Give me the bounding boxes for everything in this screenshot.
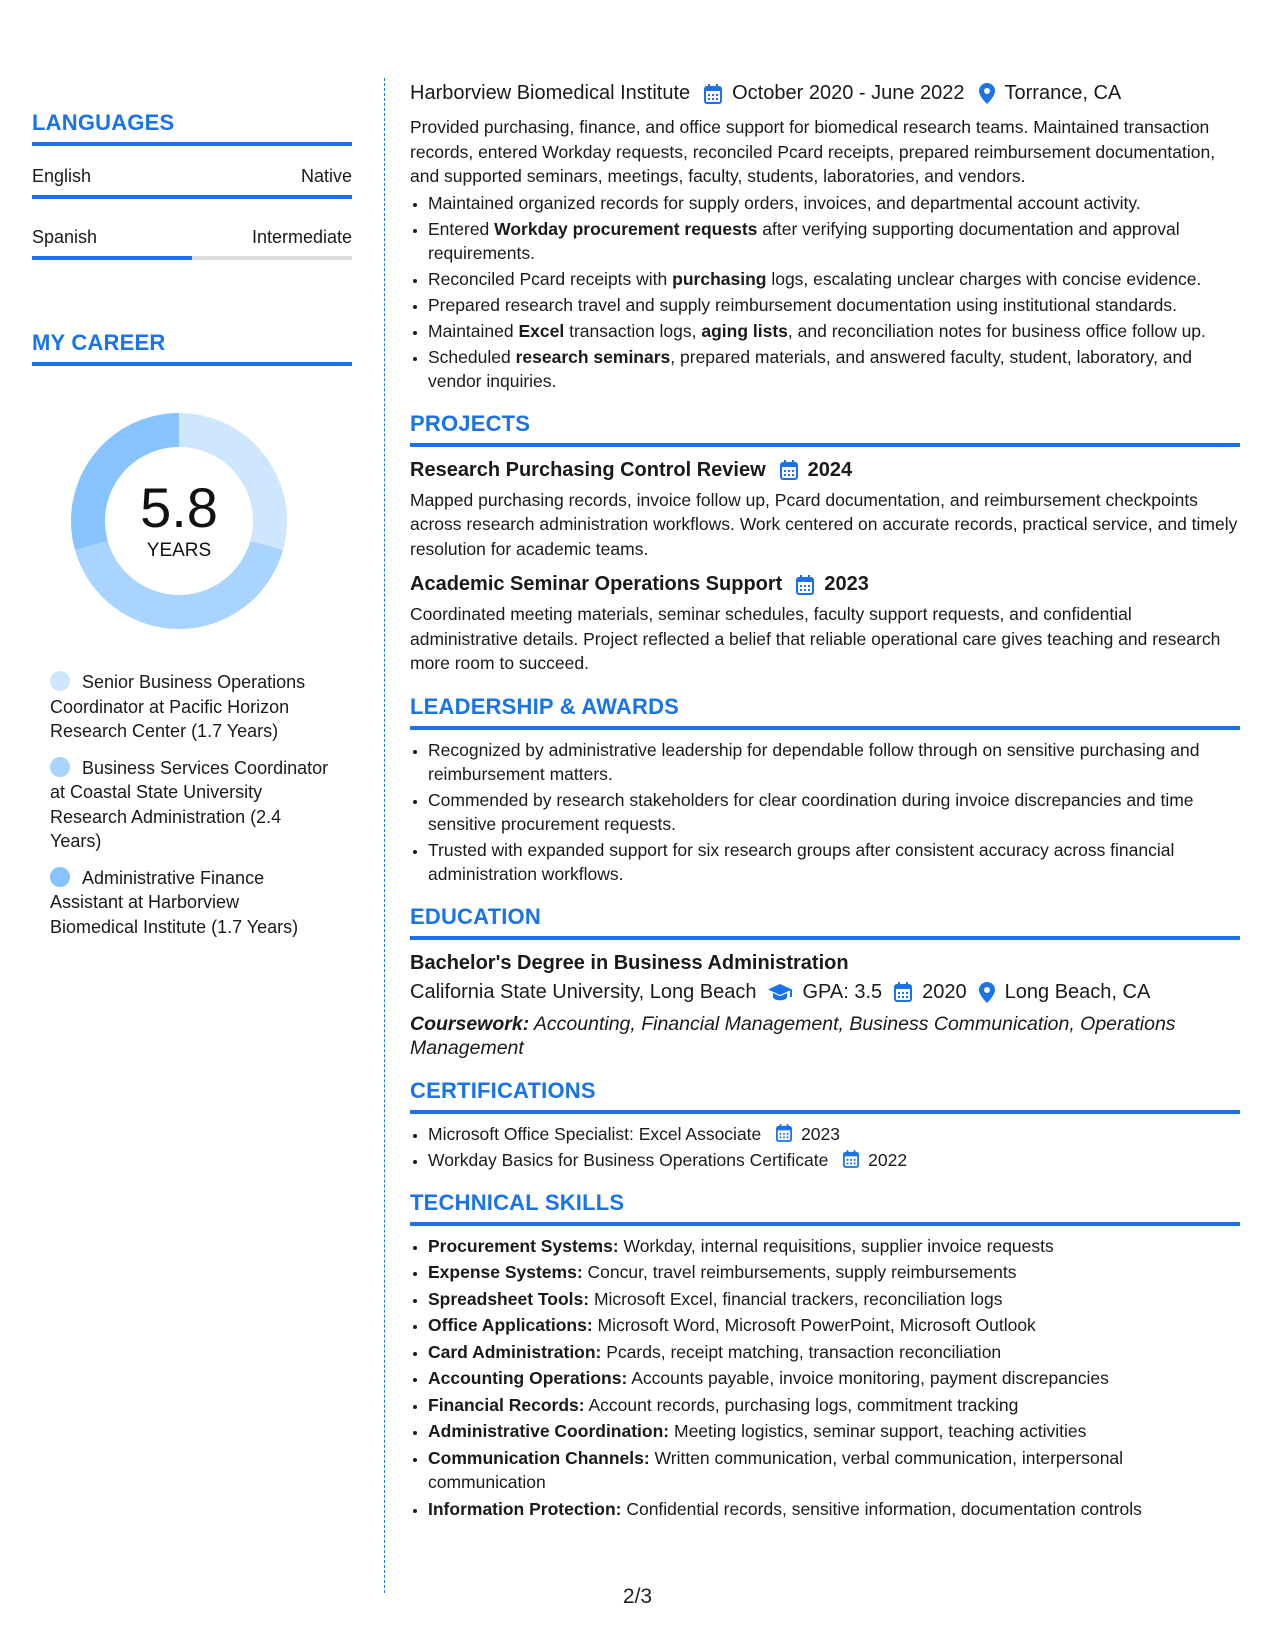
section-rule [410,443,1240,447]
certifications-section [410,1078,1240,1172]
project-item [410,573,1240,676]
language-bar-fill [32,195,352,199]
legend-dot [50,671,70,691]
section-rule [32,142,352,146]
skill-item [428,1260,1240,1285]
education-title: EDUCATION [410,903,541,929]
job-bullet-text: after verifying supporting documentation and approval requirements. [428,218,1180,263]
career-legend-text: Business Services Coordinator at Coastal State University Research Administration (2.4 Years) [50,757,329,851]
project-item [410,459,1240,562]
project-description: Coordinated meeting materials, seminar schedules, faculty support requests, and confidential administrative details. Project reflected a belief that reliable operational care gives teaching and research more room to succeed. [410,604,1221,673]
section-rule [32,362,352,366]
job-bullet-keyword: Workday procurement requests [494,218,758,239]
coursework-list: Accounting, Financial Management, Business Communication, Operations Management [410,1012,1176,1059]
language-bar-fill [32,256,192,260]
location-pin-icon [979,83,995,104]
job-bullet-text: transaction logs, [564,320,702,341]
job-bullet-text: Reconciled Pcard receipts with [428,268,673,289]
skill-item [428,1393,1240,1418]
career-legend-text: Senior Business Operations Coordinator at Pacific Horizon Research Center (1.7 Years) [50,672,306,741]
language-bar [32,256,352,260]
job-bullet-text: Prepared research travel and supply reimbursement documentation using institutional standards. [428,294,1178,315]
main-content [410,82,1240,1523]
job-bullet [428,191,1240,215]
language-name: English [32,166,92,186]
job-bullet-keyword: Excel [518,320,565,341]
education-year: 2020 [922,980,967,1003]
skills-title: TECHNICAL SKILLS [410,1189,625,1215]
sidebar [32,110,352,951]
job-bullet [428,267,1240,291]
skill-item [428,1287,1240,1312]
leadership-list [410,738,1240,886]
location-pin-icon [979,982,995,1003]
certifications-list [410,1122,1240,1172]
career-legend-text: Administrative Finance Assistant at Harborview Biomedical Institute (1.7 Years) [50,867,299,937]
projects-section [410,411,1240,676]
leadership-item: • Commended by research stakeholders for clear coordination during invoice discrepancies and time sensitive procurement requests. [428,788,1240,836]
job-dates: October 2020 - June 2022 [732,82,965,104]
languages-title: LANGUAGES [32,110,175,135]
language-level: Native [300,166,352,186]
job-location: Torrance, CA [1004,82,1122,104]
skill-item [428,1497,1240,1522]
job-bullet-keyword: research seminars [515,346,671,367]
section-rule [410,1222,1240,1226]
project-description: Mapped purchasing records, invoice follow up, Pcard documentation, and reimbursement checkpoints across research administration workflows. Work centered on accurate records, practical service, and timely resolution for academic teams. [410,489,1238,559]
calendar-icon [780,460,798,480]
skill-label: Office Applications: [428,1315,593,1335]
job-company: Harborview Biomedical Institute [410,82,691,104]
job-bullets [410,191,1240,393]
calendar-icon [776,1124,792,1142]
projects-title: PROJECTS [410,410,531,436]
skills-section [410,1190,1240,1522]
job-bullet-text: Maintained [428,320,519,341]
job-bullet-text: Maintained organized records for supply orders, invoices, and departmental account activity. [428,192,1141,213]
education-section [410,904,1240,1060]
section-rule [410,726,1240,730]
project-header [410,573,1240,596]
skills-list [410,1234,1240,1522]
career-section [32,330,352,939]
leadership-item: • Recognized by administrative leadership for dependable follow through on sensitive purchasing and reimbursement matters. [428,738,1240,786]
certification-name: Workday Basics for Business Operations Certificate [428,1149,829,1170]
career-legend-item [50,866,332,940]
skill-value: Pcards, receipt matching, transaction reconciliation [601,1341,1002,1362]
job-bullet-text: Entered [428,218,495,239]
calendar-icon [843,1150,859,1168]
skill-value: Confidential records, sensitive information, documentation controls [621,1498,1142,1519]
career-years-label: YEARS [146,540,212,561]
leadership-title: LEADERSHIP & AWARDS [410,693,680,719]
leadership-section [410,694,1240,886]
certification-year: 2022 [868,1149,908,1170]
job-bullet-keyword: purchasing [672,268,767,289]
certifications-title: CERTIFICATIONS [410,1077,596,1103]
skill-value: Written communication, verbal communication, interpersonal communication [428,1447,1124,1492]
leadership-item: • Trusted with expanded support for six research groups after consistent accuracy across financial administration workflows. [428,838,1240,886]
language-item [32,166,352,199]
language-name: Spanish [32,227,98,247]
job-bullet [428,217,1240,265]
career-legend [32,670,352,939]
job-bullet-text: Scheduled [428,346,516,367]
skill-label: Accounting Operations: [428,1368,628,1388]
project-name: Academic Seminar Operations Support [410,573,783,595]
job-bullet-keyword: aging lists [701,320,788,341]
skill-label: Communication Channels: [428,1447,650,1468]
skill-label: Procurement Systems: [428,1235,619,1256]
skill-label: Spreadsheet Tools: [428,1288,590,1309]
skill-item [428,1366,1240,1391]
skill-value: Account records, purchasing logs, commitment tracking [584,1394,1019,1415]
skill-item [428,1419,1240,1444]
section-rule [410,936,1240,940]
education-degree: Bachelor's Degree in Business Administration [410,951,849,974]
skill-value: Accounts payable, invoice monitoring, payment discrepancies [627,1368,1109,1388]
career-donut [66,408,292,634]
project-name: Research Purchasing Control Review [410,458,766,481]
page-number: 2/3 [622,1585,653,1608]
column-divider [384,78,385,1593]
skill-item [428,1234,1240,1259]
language-item [32,227,352,260]
education-location: Long Beach, CA [1004,980,1151,1003]
calendar-icon [894,982,912,1002]
skill-label: Card Administration: [428,1341,602,1362]
education-school: California State University, Long Beach [410,980,757,1003]
job-bullet [428,319,1240,343]
language-bar [32,195,352,199]
career-legend-item [50,670,332,744]
skill-item [428,1340,1240,1365]
skill-label: Financial Records: [428,1394,585,1415]
skill-item [428,1446,1240,1495]
education-coursework [410,1012,1240,1060]
skill-label: Expense Systems: [428,1262,583,1282]
job-bullet-text: logs, escalating unclear charges with concise evidence. [766,268,1202,289]
skill-value: Meeting logistics, seminar support, teaching activities [669,1421,1087,1441]
career-title: MY CAREER [32,330,166,355]
skill-value: Workday, internal requisitions, supplier invoice requests [618,1235,1054,1256]
job-entry [410,82,1240,393]
project-year: 2023 [824,573,869,595]
skill-label: Administrative Coordination: [428,1421,670,1441]
language-level: Intermediate [251,227,352,247]
job-summary: Provided purchasing, finance, and office support for biomedical research teams. Maintained transaction records, entered Workday requests, reconciled Pcard receipts, prepared reimbursement documentation, and supported seminars, meetings, faculty, students, laboratories, and vendors. [410,117,1216,186]
calendar-icon [796,575,814,595]
job-header [410,82,1240,105]
legend-dot [50,867,70,887]
certification-item [428,1122,1240,1146]
job-bullet [428,293,1240,317]
certification-item [428,1148,1240,1172]
skill-item [428,1313,1240,1338]
skill-value: Microsoft Word, Microsoft PowerPoint, Microsoft Outlook [592,1315,1036,1335]
coursework-label: Coursework: [410,1012,530,1035]
section-rule [410,1110,1240,1114]
graduation-cap-icon [768,983,792,1001]
skill-value: Microsoft Excel, financial trackers, reconciliation logs [589,1288,1003,1309]
education-gpa: GPA: 3.5 [802,980,883,1003]
project-header [410,459,1240,482]
skill-label: Information Protection: [428,1498,622,1519]
job-bullet-text: , prepared materials, and answered faculty, student, laboratory, and vendor inquiries. [428,346,1193,391]
job-bullet [428,345,1240,393]
certification-name: Microsoft Office Specialist: Excel Associate [428,1123,762,1144]
calendar-icon [704,84,722,104]
legend-dot [50,757,70,777]
certification-year: 2023 [801,1123,840,1144]
education-details [410,981,1240,1004]
job-bullet-text: , and reconciliation notes for business office follow up. [787,320,1206,341]
career-legend-item [50,756,332,854]
project-year: 2024 [807,458,853,481]
career-total-years: 5.8 [140,476,218,539]
skill-value: Concur, travel reimbursements, supply reimbursements [582,1262,1017,1282]
